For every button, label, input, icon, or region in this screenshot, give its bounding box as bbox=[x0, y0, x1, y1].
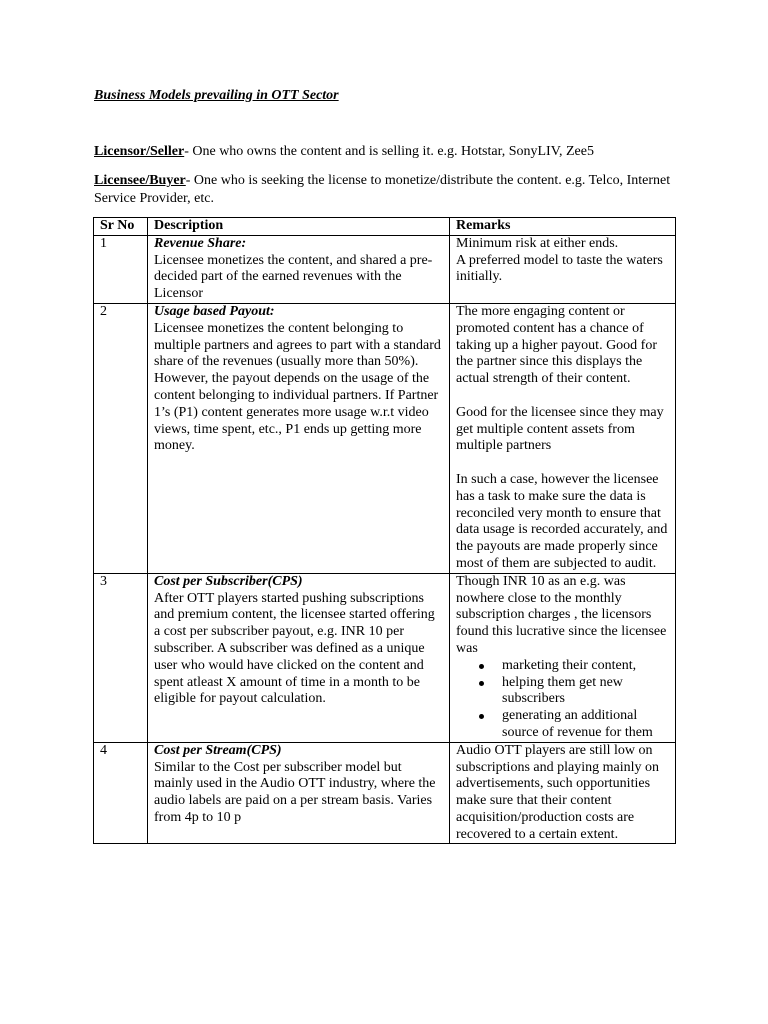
list-item: generating an additional source of revenue for them bbox=[502, 708, 670, 742]
model-description: Similar to the Cost per subscriber model but mainly used in the Audio OTT industry, where the audio labels are paid on a per stream basis. Varies from 4p to 10 p bbox=[154, 759, 436, 825]
description-cell bbox=[148, 235, 450, 303]
remark-bullet-list bbox=[456, 658, 670, 742]
remark-text: A preferred model to taste the waters initially. bbox=[456, 252, 663, 285]
list-item: marketing their content, bbox=[502, 658, 670, 675]
description-cell bbox=[148, 573, 450, 742]
model-description: Licensee monetizes the content, and shared a pre-decided part of the earned revenues with the Licensor bbox=[154, 252, 433, 302]
header-sr-no: Sr No bbox=[94, 218, 148, 236]
table-row bbox=[94, 235, 676, 303]
remarks-cell bbox=[450, 573, 676, 742]
sr-no-cell: 1 bbox=[94, 235, 148, 303]
definition-licensor bbox=[94, 143, 674, 161]
sr-no-cell: 3 bbox=[94, 573, 148, 742]
sr-no-cell: 2 bbox=[94, 303, 148, 573]
table-row bbox=[94, 573, 676, 742]
definition-term: Licensor/Seller bbox=[94, 144, 185, 159]
model-description: After OTT players started pushing subscriptions and premium content, the licensee started offering a cost per subscriber payout, e.g. INR 10 per subscriber. A subscriber was defined as a unique user who would have clicked on the content and spent atleast X amount of time in a month to be eligible for payout calculation. bbox=[154, 590, 435, 707]
paragraph-gap bbox=[456, 388, 670, 405]
model-description: Licensee monetizes the content belonging to multiple partners and agrees to part with a standard share of the revenues (usually more than 50%). However, the payout depends on the usage of the content belonging to individual partners. If Partner 1’s (P1) content generates more usage w.r.t video views, time spent, etc., P1 ends up getting more money. bbox=[154, 320, 441, 454]
remark-text: Minimum risk at either ends. bbox=[456, 235, 619, 251]
header-remarks: Remarks bbox=[450, 218, 676, 236]
remark-text: Though INR 10 as an e.g. was nowhere close to the monthly subscription charges , the licensors found this lucrative since the licensee was bbox=[456, 573, 667, 656]
definition-licensee bbox=[94, 172, 674, 208]
table-row bbox=[94, 303, 676, 573]
business-models-table bbox=[93, 217, 676, 844]
paragraph-gap bbox=[456, 455, 670, 472]
model-name: Revenue Share: bbox=[154, 235, 247, 251]
list-item: helping them get new subscribers bbox=[502, 675, 670, 709]
definition-text: - One who owns the content and is selling it. e.g. Hotstar, SonyLIV, Zee5 bbox=[184, 144, 594, 159]
remark-text: In such a case, however the licensee has a task to make sure the data is reconciled very month to ensure that data usage is recorded accurately, and the payouts are made properly since most of them are subjected to audit. bbox=[456, 471, 668, 571]
remarks-cell bbox=[450, 303, 676, 573]
model-name: Cost per Subscriber(CPS) bbox=[154, 573, 303, 589]
model-name: Usage based Payout: bbox=[154, 303, 275, 319]
definition-term: Licensee/Buyer bbox=[94, 173, 186, 188]
model-name: Cost per Stream(CPS) bbox=[154, 742, 282, 758]
remark-text: Good for the licensee since they may get multiple content assets from multiple partners bbox=[456, 404, 664, 454]
definition-text: - One who is seeking the license to monetize/distribute the content. e.g. Telco, Internet Service Provider, etc. bbox=[94, 173, 671, 206]
table-row bbox=[94, 742, 676, 844]
sr-no-cell: 4 bbox=[94, 742, 148, 844]
description-cell bbox=[148, 303, 450, 573]
description-cell bbox=[148, 742, 450, 844]
remarks-cell bbox=[450, 742, 676, 844]
page-title: Business Models prevailing in OTT Sector bbox=[94, 88, 339, 103]
remark-text: The more engaging content or promoted content has a chance of taking up a higher payout. Good for the partner since this displays the actual strength of their content. bbox=[456, 303, 658, 387]
table-header-row bbox=[94, 218, 676, 236]
remark-text: Audio OTT players are still low on subscriptions and playing mainly on advertisements, such opportunities make sure that their content acquisition/production costs are recovered to a certain extent. bbox=[456, 742, 659, 842]
remarks-cell bbox=[450, 235, 676, 303]
header-description: Description bbox=[148, 218, 450, 236]
